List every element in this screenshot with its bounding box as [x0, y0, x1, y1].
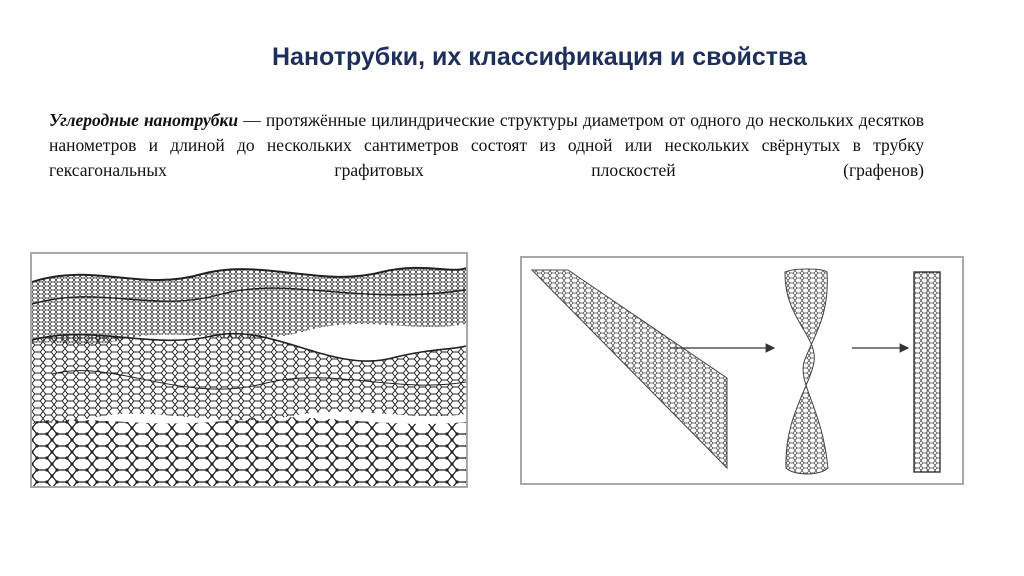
nanotube-rolling-icon [522, 258, 962, 483]
definition-paragraph [49, 108, 924, 183]
term-carbon-nanotubes: Углеродные нанотрубки [49, 110, 239, 130]
graphene-sheet-icon [32, 254, 466, 486]
graphene-sheet-figure [30, 252, 468, 488]
nanotube-rolling-figure [520, 256, 964, 485]
slide-title: Нанотрубки, их классификация и свойства [272, 43, 807, 71]
definition-text: — протяжённые цилиндрические структуры диаметром от одного до нескольких десятков нанометров и длиной до нескольких сантиметров состоят из одной или нескольких свёрнутых в трубку гексагональных графитовых плоскостей (графенов) [49, 110, 924, 180]
